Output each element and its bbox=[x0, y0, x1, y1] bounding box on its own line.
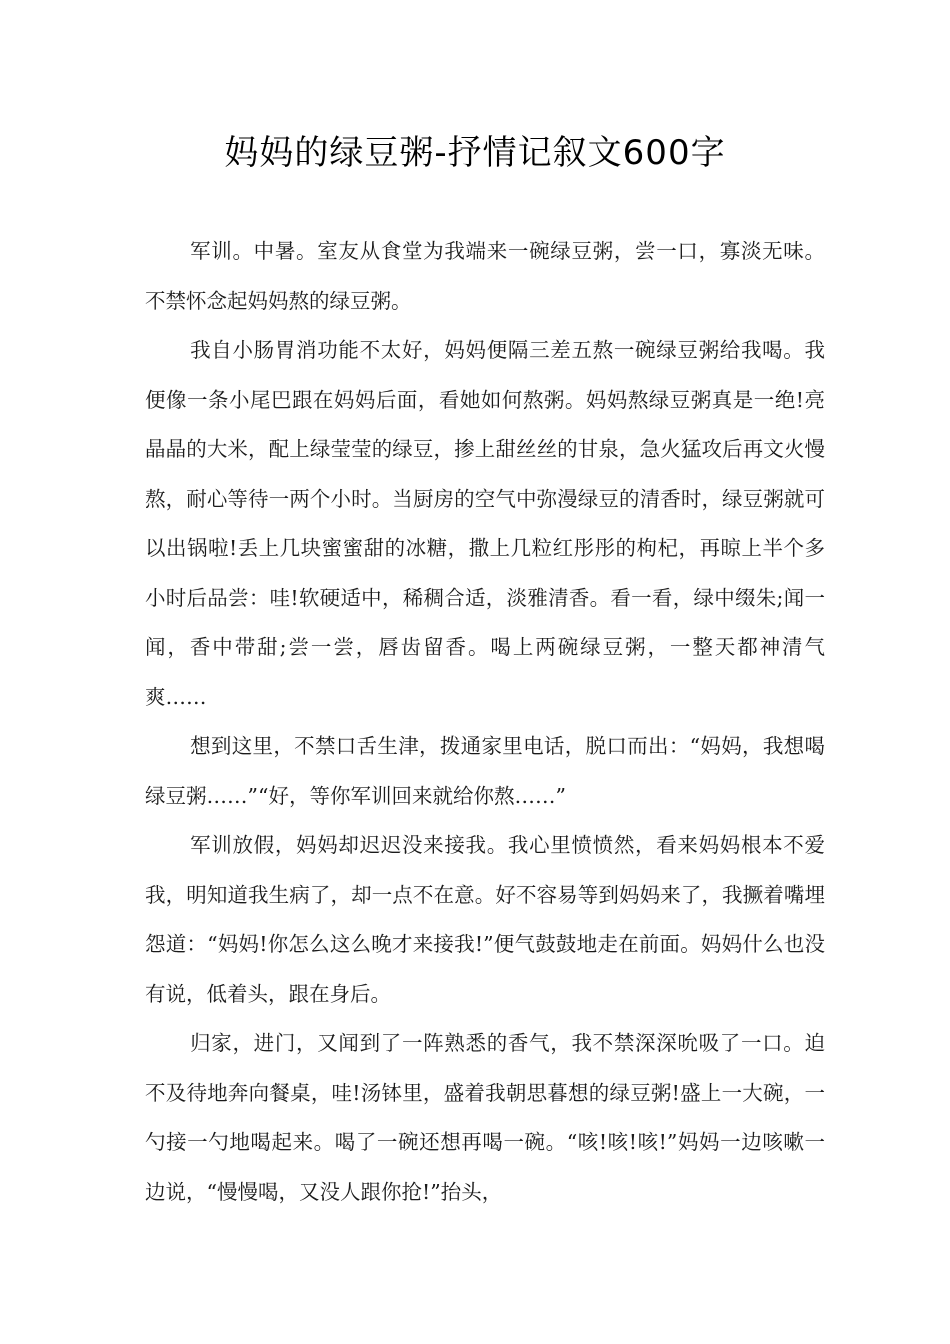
paragraph-3: 想到这里，不禁口舌生津，拨通家里电话，脱口而出：“妈妈，我想喝绿豆粥……”“好，等你军训回来就给你熬……” bbox=[145, 734, 825, 808]
paragraph-5: 归家，进门，又闻到了一阵熟悉的香气，我不禁深深吮吸了一口。迫不及待地奔向餐桌，哇!汤钵里，盛着我朝思暮想的绿豆粥!盛上一大碗，一勺接一勺地喝起来。喝了一碗还想再喝一碗。“咳!咳!咳!”妈妈一边咳嗽一边说，“慢慢喝，又没人跟你抢!”抬头， bbox=[145, 1031, 825, 1204]
document-title: 妈妈的绿豆粥-抒情记叙文600字 bbox=[224, 133, 726, 173]
paragraph-2: 我自小肠胃消功能不太好，妈妈便隔三差五熬一碗绿豆粥给我喝。我便像一条小尾巴跟在妈妈后面，看她如何熬粥。妈妈熬绿豆粥真是一绝!亮晶晶的大米，配上绿莹莹的绿豆，掺上甜丝丝的甘泉，急火猛攻后再文火慢熬，耐心等待一两个小时。当厨房的空气中弥漫绿豆的清香时，绿豆粥就可以出锅啦!丢上几块蜜蜜甜的冰糖，撒上几粒红彤彤的枸杞，再晾上半个多小时后品尝：哇!软硬适中，稀稠合适，淡雅清香。看一看，绿中缀朱;闻一闻，香中带甜;尝一尝，唇齿留香。喝上两碗绿豆粥，一整天都神清气爽…… bbox=[145, 338, 825, 709]
paragraph-1: 军训。中暑。室友从食堂为我端来一碗绿豆粥，尝一口，寡淡无味。不禁怀念起妈妈熬的绿豆粥。 bbox=[145, 239, 825, 313]
document-body bbox=[145, 227, 825, 1217]
paragraph-4: 军训放假，妈妈却迟迟没来接我。我心里愤愤然，看来妈妈根本不爱我，明知道我生病了，却一点不在意。好不容易等到妈妈来了，我撅着嘴埋怨道：“妈妈!你怎么这么晚才来接我!”便气鼓鼓地走在前面。妈妈什么也没有说，低着头，跟在身后。 bbox=[145, 833, 825, 1006]
